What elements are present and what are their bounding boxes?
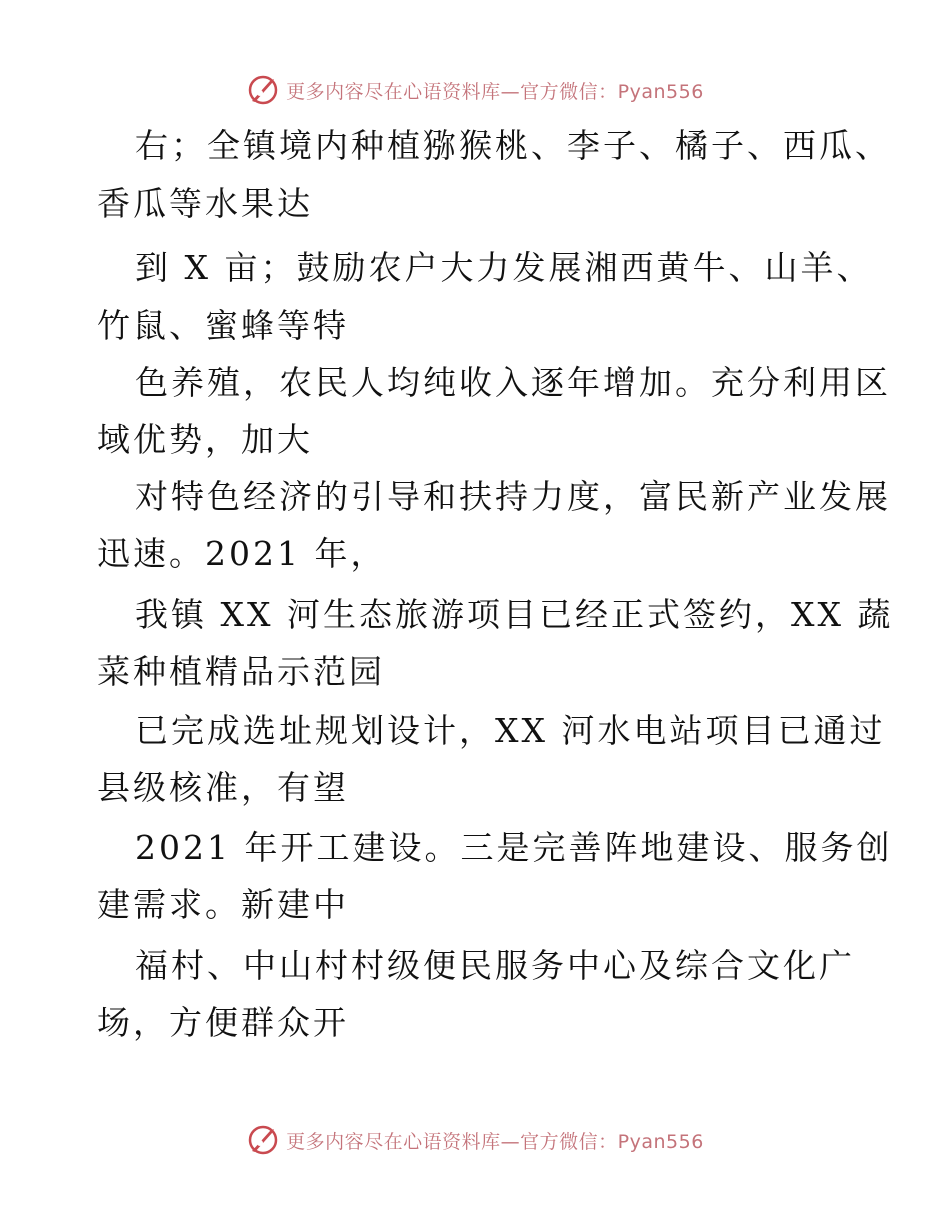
quill-pen-logo-icon [246,73,280,107]
footer-watermark [0,1120,950,1160]
text-line: 我镇 XX 河生态旅游项目已经正式签约，XX 蔬 [135,595,894,634]
text-line: 菜种植精品示范园 [97,652,385,691]
text-line: 县级核准，有望 [97,768,349,807]
text-line: 已完成选址规划设计，XX 河水电站项目已通过 [135,711,886,750]
watermark-text: 更多内容尽在心语资料库—官方微信：Pyan556 [286,1130,704,1153]
text-line: 对特色经济的引导和扶持力度，富民新产业发展 [135,477,891,516]
header-watermark [0,70,950,110]
text-line: 香瓜等水果达 [97,184,313,223]
text-line: 到 X 亩；鼓励农户大力发展湘西黄牛、山羊、 [135,248,873,287]
quill-pen-logo-icon [246,1123,280,1157]
text-line: 竹鼠、蜜蜂等特 [97,306,349,345]
text-line: 2021 年开工建设。三是完善阵地建设、服务创 [135,828,893,867]
text-line: 右；全镇境内种植猕猴桃、李子、橘子、西瓜、 [135,126,891,165]
text-line: 场，方便群众开 [97,1003,349,1042]
text-line: 福村、中山村村级便民服务中心及综合文化广 [135,946,855,985]
text-line: 迅速。2021 年， [97,534,387,573]
text-line: 域优势，加大 [97,420,313,459]
text-line: 色养殖，农民人均纯收入逐年增加。充分利用区 [135,363,891,402]
watermark-text: 更多内容尽在心语资料库—官方微信：Pyan556 [286,80,704,103]
text-line: 建需求。新建中 [97,885,349,924]
